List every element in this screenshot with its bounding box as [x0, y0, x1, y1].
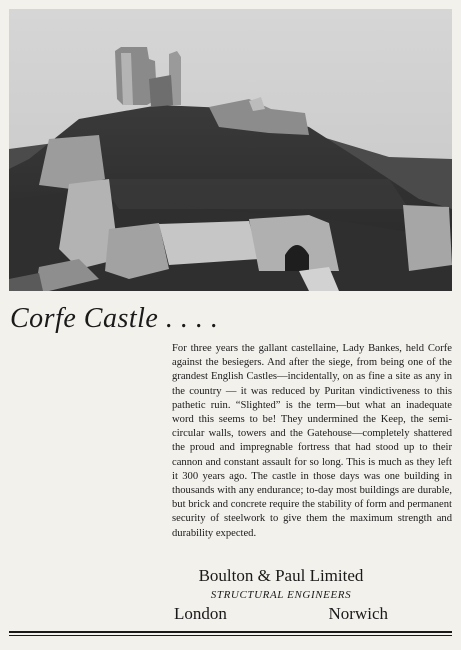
company-cities	[174, 604, 388, 624]
body-copy	[172, 342, 452, 541]
company-subtitle: STRUCTURAL ENGINEERS	[210, 589, 352, 601]
company-name: Boulton & Paul Limited	[198, 566, 364, 585]
castle-ruin-photo-icon	[9, 9, 452, 291]
bottom-rule	[9, 631, 452, 633]
body-paragraph: For three years the gallant castellaine, Lady Bankes, held Corfe against the besiegers. And after the siege, from being one of the grandest English Castles—incidentally, on as fine a site as any in the country — it was reduced by Puritan vindictiveness to this pathetic ruin. “Slighted” is the term—but what an inadequate word this seems to be! They undermined the Keep, the semi-circular walls, towers and the Gatehouse—completely shattered the proud and impregnable fortress that had stood up to their cannon and constant assault for so long. This is much as they left it 300 years ago. The castle in those days was one building in thousands with any endurance; to-day most buildings are durable, but brick and concrete require the stability of form and permanent security of steelwork to give them the maximum strength and durability expected.	[172, 343, 452, 539]
city-london: London	[174, 604, 227, 623]
city-norwich: Norwich	[328, 604, 388, 623]
castle-photo	[9, 9, 452, 291]
bottom-rule-thin	[9, 635, 452, 636]
headline: Corfe Castle . . . .	[10, 303, 219, 334]
